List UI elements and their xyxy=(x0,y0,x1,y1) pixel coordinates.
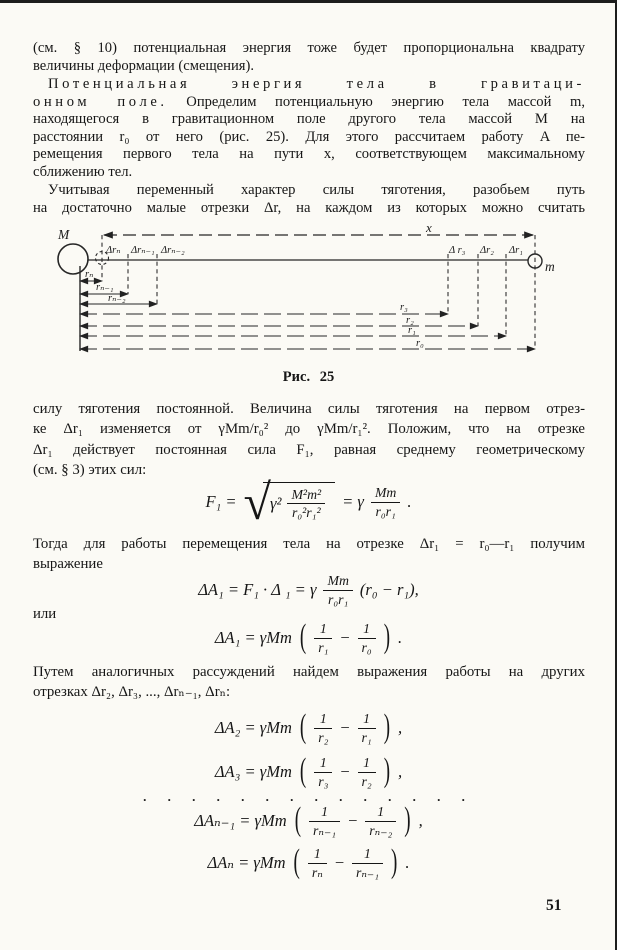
formula-f1 xyxy=(0,471,617,533)
denominator: r₀ xyxy=(361,639,372,655)
numerator: 1 xyxy=(308,846,327,863)
formula-token: . xyxy=(407,492,412,511)
formula-token: ΔA₁ = F₁ · Δ ₁ = γ xyxy=(198,580,317,599)
rn-label: rₙ xyxy=(85,269,94,280)
text-line: Δr₁ действует постоянная сила F₁, равная среднему геометрическому xyxy=(33,441,585,458)
fraction xyxy=(358,711,376,745)
open-paren: ( xyxy=(293,843,300,881)
numerator: 1 xyxy=(365,804,396,821)
fraction xyxy=(314,755,332,789)
fraction xyxy=(358,621,376,655)
minus-sign: − xyxy=(339,718,351,737)
numerator: 1 xyxy=(358,711,376,728)
formula-token: = γ xyxy=(342,492,364,511)
numerator: Mm xyxy=(323,573,352,590)
denominator: r₁ xyxy=(318,639,329,655)
open-paren: ( xyxy=(299,708,307,746)
formula-dA2 xyxy=(0,708,617,748)
formula-token: ΔA₃ = γMm xyxy=(214,762,292,781)
numerator: M²m² xyxy=(287,487,325,504)
text-line: отрезках Δr₂, Δr₃, ..., Δrₙ₋₁, Δrₙ: xyxy=(33,684,231,701)
formula-token: . xyxy=(405,853,410,872)
x-label: x xyxy=(426,224,432,235)
text-line xyxy=(33,94,585,112)
text-line: (см. § 3) этих сил: xyxy=(33,462,147,479)
formula-token: ΔA₁ = γMm xyxy=(214,628,292,647)
close-paren: ) xyxy=(383,618,391,656)
denominator: r₂ xyxy=(318,729,329,745)
text-line: на достаточно малые отрезки Δr, на каждом из которых можно считать xyxy=(33,199,585,216)
denominator: r₀r₁ xyxy=(328,591,349,607)
delta-rn1-label: Δrₙ₋₁ xyxy=(131,245,155,256)
text-line: или xyxy=(33,606,57,622)
text-segment: Определим потенциальную энергию тела массой m, xyxy=(186,93,585,110)
mass-m-label: m xyxy=(545,259,555,274)
text-line: Путем аналогичных рассуждений найдем выражения работы на других xyxy=(33,664,585,680)
close-paren: ) xyxy=(404,801,411,839)
fraction xyxy=(365,804,396,838)
formula-token: , xyxy=(398,718,403,737)
fraction xyxy=(314,711,332,745)
formula-token: (r₀ − r₁), xyxy=(359,580,419,599)
figure-caption: Рис. 25 xyxy=(282,369,335,385)
denominator: rₙ₋₂ xyxy=(369,822,393,838)
numerator: Mm xyxy=(371,485,400,502)
formula-dAn xyxy=(0,843,617,883)
text-line: Учитывая переменный характер силы тяготения, разобьем путь xyxy=(48,182,585,198)
text-line: Тогда для работы перемещения тела на отрезке Δr₁ = r₀—r₁ получим xyxy=(33,536,585,552)
text-line: ремещения первого тела на пути x, соответствующем максимальному xyxy=(33,146,585,163)
formula-token: F₁ = xyxy=(205,492,237,511)
paragraph-variable-force xyxy=(33,182,585,217)
open-paren: ( xyxy=(294,801,302,839)
heading-spaced-tail: онном поле. xyxy=(33,93,168,110)
text-line: находящегося в гравитационном поле другого тела массой M на xyxy=(33,111,585,128)
delta-r2-label: Δr₂ xyxy=(480,245,494,256)
fraction xyxy=(314,621,332,655)
page-number: 51 xyxy=(546,897,562,914)
delta-rn-label: Δrₙ xyxy=(106,245,121,256)
fraction xyxy=(287,487,325,521)
text-line: расстоянии r₀ от него (рис. 25). Для этого рассчитаем работу A пе- xyxy=(33,128,585,145)
mass-M-circle xyxy=(58,244,88,274)
delta-rn2-label: Δrₙ₋₂ xyxy=(161,245,185,256)
formula-token: ΔA₂ = γMm xyxy=(214,718,292,737)
heading-spaced-line: Потенциальная энергия тела в гравитаци- xyxy=(48,76,585,92)
minus-sign: − xyxy=(339,628,351,647)
fraction xyxy=(358,755,376,789)
denominator: r₃ xyxy=(318,773,329,789)
r1-label: r₁ xyxy=(408,325,416,336)
numerator: 1 xyxy=(358,755,376,772)
delta-r1-label: Δr₁ xyxy=(509,245,523,256)
denominator: r₁ xyxy=(361,729,372,745)
formula-token: ΔAₙ = γMm xyxy=(207,853,286,872)
formula-dAn-1 xyxy=(0,801,617,841)
radicand xyxy=(263,482,335,521)
close-paren: ) xyxy=(383,708,391,746)
formula-token: , xyxy=(398,762,403,781)
fraction xyxy=(308,846,327,880)
denominator: r₂ xyxy=(361,773,372,789)
formula-token: ΔAₙ₋₁ = γMm xyxy=(194,811,287,830)
paragraph-other-segments xyxy=(33,662,585,703)
denominator: rₙ xyxy=(311,864,323,880)
rn2-label: rₙ₋₂ xyxy=(108,293,126,304)
paragraph-potential-energy xyxy=(33,76,585,182)
numerator: 1 xyxy=(314,621,332,638)
paragraph-work-expression xyxy=(33,534,585,575)
fraction xyxy=(371,485,400,519)
r3-label: r₃ xyxy=(400,302,408,313)
denominator: rₙ₋₁ xyxy=(355,864,380,880)
formula-token: γ² xyxy=(269,493,282,513)
formula-dA1-final xyxy=(0,617,617,659)
numerator: 1 xyxy=(352,846,383,863)
figure-25-diagram xyxy=(28,224,603,365)
mass-M-label: M xyxy=(58,227,70,242)
text-line: выражение xyxy=(33,556,103,573)
numerator: 1 xyxy=(314,755,332,772)
denominator: rₙ₋₁ xyxy=(313,822,337,838)
paragraph-intro xyxy=(33,40,585,75)
open-paren: ( xyxy=(299,618,307,656)
denominator: r₀²r₁² xyxy=(292,505,321,521)
text-line: силу тяготения постоянной. Величина силы тяготения на первом отрез- xyxy=(33,401,585,417)
minus-sign: − xyxy=(347,811,359,830)
formula-token: . xyxy=(398,628,403,647)
fraction xyxy=(352,846,383,880)
text-line: ке Δr₁ изменяется от γMm/r₀² до γMm/r₁². Положим, что на отрезке xyxy=(33,421,585,438)
text-line: (см. § 10) потенциальная энергия тоже будет пропорциональна квадрату xyxy=(33,40,585,56)
close-paren: ) xyxy=(391,843,398,881)
formula-token: , xyxy=(418,811,423,830)
paragraph-force-on-segment xyxy=(33,399,585,481)
minus-sign: − xyxy=(339,762,351,781)
minus-sign: − xyxy=(333,853,345,872)
fraction xyxy=(323,573,352,607)
radical-sign: √ xyxy=(243,474,271,530)
text-line: величины деформации (смещения). xyxy=(33,57,254,74)
denominator: r₀r₁ xyxy=(375,503,396,519)
numerator: 1 xyxy=(358,621,376,638)
numerator: 1 xyxy=(309,804,340,821)
close-paren: ) xyxy=(383,752,391,790)
numerator: 1 xyxy=(314,711,332,728)
square-root xyxy=(243,474,336,530)
text-line: сближению тел. xyxy=(33,163,133,180)
ellipsis-row: . . . . . . . . . . . . . . xyxy=(143,789,474,804)
r0-label: r₀ xyxy=(416,338,424,349)
open-paren: ( xyxy=(299,752,307,790)
fraction xyxy=(309,804,340,838)
r2-label: r₂ xyxy=(406,315,414,326)
formula-dA3 xyxy=(0,752,617,792)
rn1-label: rₙ₋₁ xyxy=(96,282,114,293)
delta-r3-label: Δ r₃ xyxy=(449,245,466,256)
